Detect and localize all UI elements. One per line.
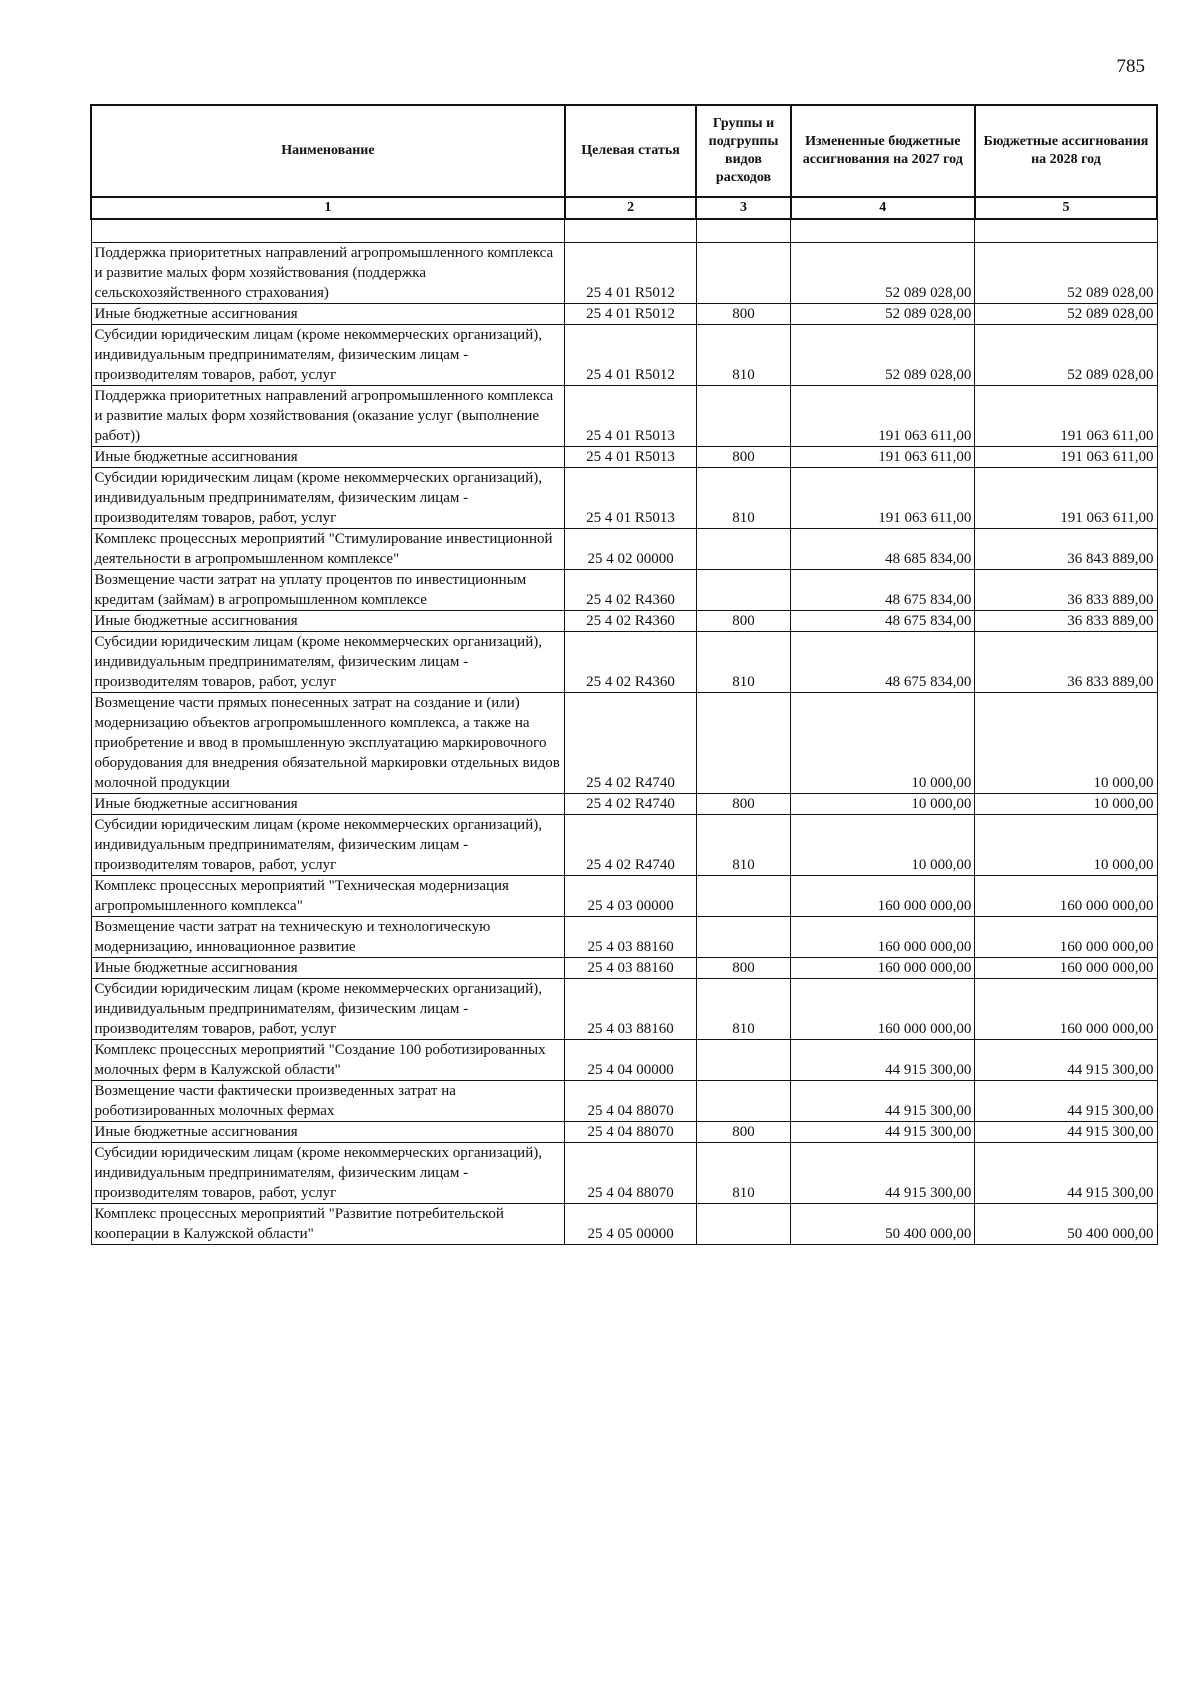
column-number: 2 <box>565 197 697 219</box>
header-name: Наименование <box>91 105 565 197</box>
table-row <box>91 917 1157 958</box>
row-amount-2028: 50 400 000,00 <box>975 1204 1157 1245</box>
table-row <box>91 876 1157 917</box>
row-name: Иные бюджетные ассигнования <box>91 447 565 468</box>
row-amount-2027: 191 063 611,00 <box>791 468 975 529</box>
row-target-article: 25 4 02 R4360 <box>565 611 697 632</box>
row-amount-2027: 48 675 834,00 <box>791 632 975 693</box>
row-target-article: 25 4 03 88160 <box>565 958 697 979</box>
row-target-article: 25 4 01 R5013 <box>565 386 697 447</box>
row-amount-2027: 48 685 834,00 <box>791 529 975 570</box>
row-name: Субсидии юридическим лицам (кроме некоммерческих организаций), индивидуальным предпринимателям, физическим лицам - производителям товаров, работ, услуг <box>91 468 565 529</box>
row-expense-group <box>696 1081 790 1122</box>
row-amount-2028: 52 089 028,00 <box>975 243 1157 304</box>
row-amount-2027: 44 915 300,00 <box>791 1143 975 1204</box>
table-header-row <box>91 105 1157 197</box>
row-amount-2027: 10 000,00 <box>791 815 975 876</box>
row-amount-2027: 10 000,00 <box>791 693 975 794</box>
table-row <box>91 979 1157 1040</box>
row-amount-2028: 44 915 300,00 <box>975 1122 1157 1143</box>
row-amount-2027: 52 089 028,00 <box>791 325 975 386</box>
row-expense-group: 800 <box>696 958 790 979</box>
row-amount-2027: 160 000 000,00 <box>791 917 975 958</box>
column-number: 5 <box>975 197 1157 219</box>
row-target-article: 25 4 03 88160 <box>565 979 697 1040</box>
table-row <box>91 958 1157 979</box>
table-row <box>91 243 1157 304</box>
row-amount-2027: 52 089 028,00 <box>791 243 975 304</box>
row-expense-group <box>696 1040 790 1081</box>
row-amount-2027: 191 063 611,00 <box>791 447 975 468</box>
row-target-article: 25 4 02 R4740 <box>565 693 697 794</box>
row-name: Комплекс процессных мероприятий "Создание 100 роботизированных молочных ферм в Калужской области" <box>91 1040 565 1081</box>
row-amount-2028: 10 000,00 <box>975 815 1157 876</box>
row-expense-group <box>696 876 790 917</box>
row-expense-group <box>696 386 790 447</box>
row-expense-group <box>696 917 790 958</box>
row-expense-group <box>696 529 790 570</box>
table-row <box>91 693 1157 794</box>
row-target-article: 25 4 01 R5013 <box>565 447 697 468</box>
table-row <box>91 325 1157 386</box>
row-expense-group: 810 <box>696 325 790 386</box>
row-name: Субсидии юридическим лицам (кроме некоммерческих организаций), индивидуальным предпринимателям, физическим лицам - производителям товаров, работ, услуг <box>91 325 565 386</box>
row-target-article: 25 4 02 R4740 <box>565 815 697 876</box>
row-amount-2028: 36 833 889,00 <box>975 611 1157 632</box>
row-expense-group: 810 <box>696 468 790 529</box>
row-target-article: 25 4 02 R4740 <box>565 794 697 815</box>
row-amount-2028: 44 915 300,00 <box>975 1081 1157 1122</box>
row-target-article: 25 4 01 R5012 <box>565 243 697 304</box>
table-row <box>91 447 1157 468</box>
table-row <box>91 386 1157 447</box>
table-row <box>91 1040 1157 1081</box>
row-amount-2028: 191 063 611,00 <box>975 468 1157 529</box>
table-row <box>91 632 1157 693</box>
row-amount-2028: 10 000,00 <box>975 794 1157 815</box>
row-target-article: 25 4 02 00000 <box>565 529 697 570</box>
row-target-article: 25 4 01 R5012 <box>565 325 697 386</box>
table-row <box>91 1081 1157 1122</box>
row-name: Иные бюджетные ассигнования <box>91 611 565 632</box>
row-amount-2028: 10 000,00 <box>975 693 1157 794</box>
table-row <box>91 1204 1157 1245</box>
table-row <box>91 570 1157 611</box>
row-name: Возмещение части прямых понесенных затрат на создание и (или) модернизацию объектов агропромышленного комплекса, а также на приобретение и ввод в промышленную эксплуатацию маркировочного оборудования для внедрения обязательной маркировки отдельных видов молочной продукции <box>91 693 565 794</box>
row-expense-group <box>696 1204 790 1245</box>
row-name: Возмещение части фактически произведенных затрат на роботизированных молочных фермах <box>91 1081 565 1122</box>
row-expense-group: 810 <box>696 1143 790 1204</box>
row-expense-group: 800 <box>696 794 790 815</box>
column-number-row <box>91 197 1157 219</box>
row-target-article: 25 4 02 R4360 <box>565 632 697 693</box>
spacer-cell <box>565 219 697 243</box>
page-number: 785 <box>1116 56 1145 77</box>
row-amount-2027: 191 063 611,00 <box>791 386 975 447</box>
row-name: Возмещение части затрат на уплату процентов по инвестиционным кредитам (займам) в агропромышленном комплексе <box>91 570 565 611</box>
row-target-article: 25 4 03 88160 <box>565 917 697 958</box>
row-amount-2028: 44 915 300,00 <box>975 1143 1157 1204</box>
row-amount-2028: 36 833 889,00 <box>975 632 1157 693</box>
row-amount-2028: 160 000 000,00 <box>975 958 1157 979</box>
row-amount-2027: 44 915 300,00 <box>791 1081 975 1122</box>
header-amount-2027: Измененные бюджетные ассигнования на 2027 год <box>791 105 975 197</box>
row-target-article: 25 4 05 00000 <box>565 1204 697 1245</box>
spacer-cell <box>91 219 565 243</box>
row-amount-2028: 160 000 000,00 <box>975 876 1157 917</box>
row-expense-group: 800 <box>696 1122 790 1143</box>
column-number: 4 <box>791 197 975 219</box>
spacer-cell <box>696 219 790 243</box>
row-amount-2027: 44 915 300,00 <box>791 1122 975 1143</box>
table-row <box>91 1122 1157 1143</box>
row-amount-2028: 160 000 000,00 <box>975 979 1157 1040</box>
row-expense-group: 800 <box>696 447 790 468</box>
table-row <box>91 304 1157 325</box>
table-row <box>91 611 1157 632</box>
row-target-article: 25 4 03 00000 <box>565 876 697 917</box>
row-expense-group: 810 <box>696 815 790 876</box>
row-target-article: 25 4 01 R5013 <box>565 468 697 529</box>
row-expense-group: 800 <box>696 304 790 325</box>
row-target-article: 25 4 02 R4360 <box>565 570 697 611</box>
row-expense-group <box>696 243 790 304</box>
row-name: Субсидии юридическим лицам (кроме некоммерческих организаций), индивидуальным предпринимателям, физическим лицам - производителям товаров, работ, услуг <box>91 815 565 876</box>
row-amount-2027: 50 400 000,00 <box>791 1204 975 1245</box>
row-expense-group: 810 <box>696 979 790 1040</box>
row-name: Иные бюджетные ассигнования <box>91 304 565 325</box>
header-amount-2028: Бюджетные ассигнования на 2028 год <box>975 105 1157 197</box>
spacer-cell <box>975 219 1157 243</box>
row-name: Поддержка приоритетных направлений агропромышленного комплекса и развитие малых форм хозяйствования (поддержка сельскохозяйственного страхования) <box>91 243 565 304</box>
row-name: Субсидии юридическим лицам (кроме некоммерческих организаций), индивидуальным предпринимателям, физическим лицам - производителям товаров, работ, услуг <box>91 979 565 1040</box>
row-name: Иные бюджетные ассигнования <box>91 958 565 979</box>
table-row <box>91 468 1157 529</box>
row-name: Иные бюджетные ассигнования <box>91 1122 565 1143</box>
row-amount-2028: 36 833 889,00 <box>975 570 1157 611</box>
table-row <box>91 529 1157 570</box>
row-name: Субсидии юридическим лицам (кроме некоммерческих организаций), индивидуальным предпринимателям, физическим лицам - производителям товаров, работ, услуг <box>91 632 565 693</box>
row-name: Субсидии юридическим лицам (кроме некоммерческих организаций), индивидуальным предпринимателям, физическим лицам - производителям товаров, работ, услуг <box>91 1143 565 1204</box>
row-target-article: 25 4 04 00000 <box>565 1040 697 1081</box>
row-amount-2027: 48 675 834,00 <box>791 611 975 632</box>
row-amount-2028: 160 000 000,00 <box>975 917 1157 958</box>
table-row <box>91 1143 1157 1204</box>
row-expense-group <box>696 693 790 794</box>
row-target-article: 25 4 04 88070 <box>565 1122 697 1143</box>
header-target-article: Целевая статья <box>565 105 697 197</box>
row-target-article: 25 4 04 88070 <box>565 1081 697 1122</box>
table-spacer-row <box>91 219 1157 243</box>
column-number: 3 <box>696 197 790 219</box>
header-expense-group: Группы и подгруппы видов расходов <box>696 105 790 197</box>
row-amount-2027: 48 675 834,00 <box>791 570 975 611</box>
column-number: 1 <box>91 197 565 219</box>
row-name: Иные бюджетные ассигнования <box>91 794 565 815</box>
row-expense-group: 810 <box>696 632 790 693</box>
row-amount-2027: 160 000 000,00 <box>791 876 975 917</box>
row-amount-2027: 10 000,00 <box>791 794 975 815</box>
row-name: Поддержка приоритетных направлений агропромышленного комплекса и развитие малых форм хозяйствования (оказание услуг (выполнение работ)) <box>91 386 565 447</box>
row-name: Комплекс процессных мероприятий "Техническая модернизация агропромышленного комплекса" <box>91 876 565 917</box>
row-amount-2027: 160 000 000,00 <box>791 958 975 979</box>
row-amount-2028: 52 089 028,00 <box>975 325 1157 386</box>
row-expense-group <box>696 570 790 611</box>
row-amount-2027: 44 915 300,00 <box>791 1040 975 1081</box>
row-target-article: 25 4 04 88070 <box>565 1143 697 1204</box>
row-amount-2028: 52 089 028,00 <box>975 304 1157 325</box>
table-row <box>91 794 1157 815</box>
row-name: Комплекс процессных мероприятий "Стимулирование инвестиционной деятельности в агропромышленном комплексе" <box>91 529 565 570</box>
row-name: Комплекс процессных мероприятий "Развитие потребительской кооперации в Калужской области" <box>91 1204 565 1245</box>
row-amount-2027: 52 089 028,00 <box>791 304 975 325</box>
row-name: Возмещение части затрат на техническую и технологическую модернизацию, инновационное развитие <box>91 917 565 958</box>
table-body <box>91 219 1157 1245</box>
row-amount-2028: 191 063 611,00 <box>975 386 1157 447</box>
row-amount-2028: 191 063 611,00 <box>975 447 1157 468</box>
row-amount-2027: 160 000 000,00 <box>791 979 975 1040</box>
row-target-article: 25 4 01 R5012 <box>565 304 697 325</box>
row-expense-group: 800 <box>696 611 790 632</box>
row-amount-2028: 44 915 300,00 <box>975 1040 1157 1081</box>
spacer-cell <box>791 219 975 243</box>
budget-table <box>90 104 1158 1245</box>
table-row <box>91 815 1157 876</box>
row-amount-2028: 36 843 889,00 <box>975 529 1157 570</box>
